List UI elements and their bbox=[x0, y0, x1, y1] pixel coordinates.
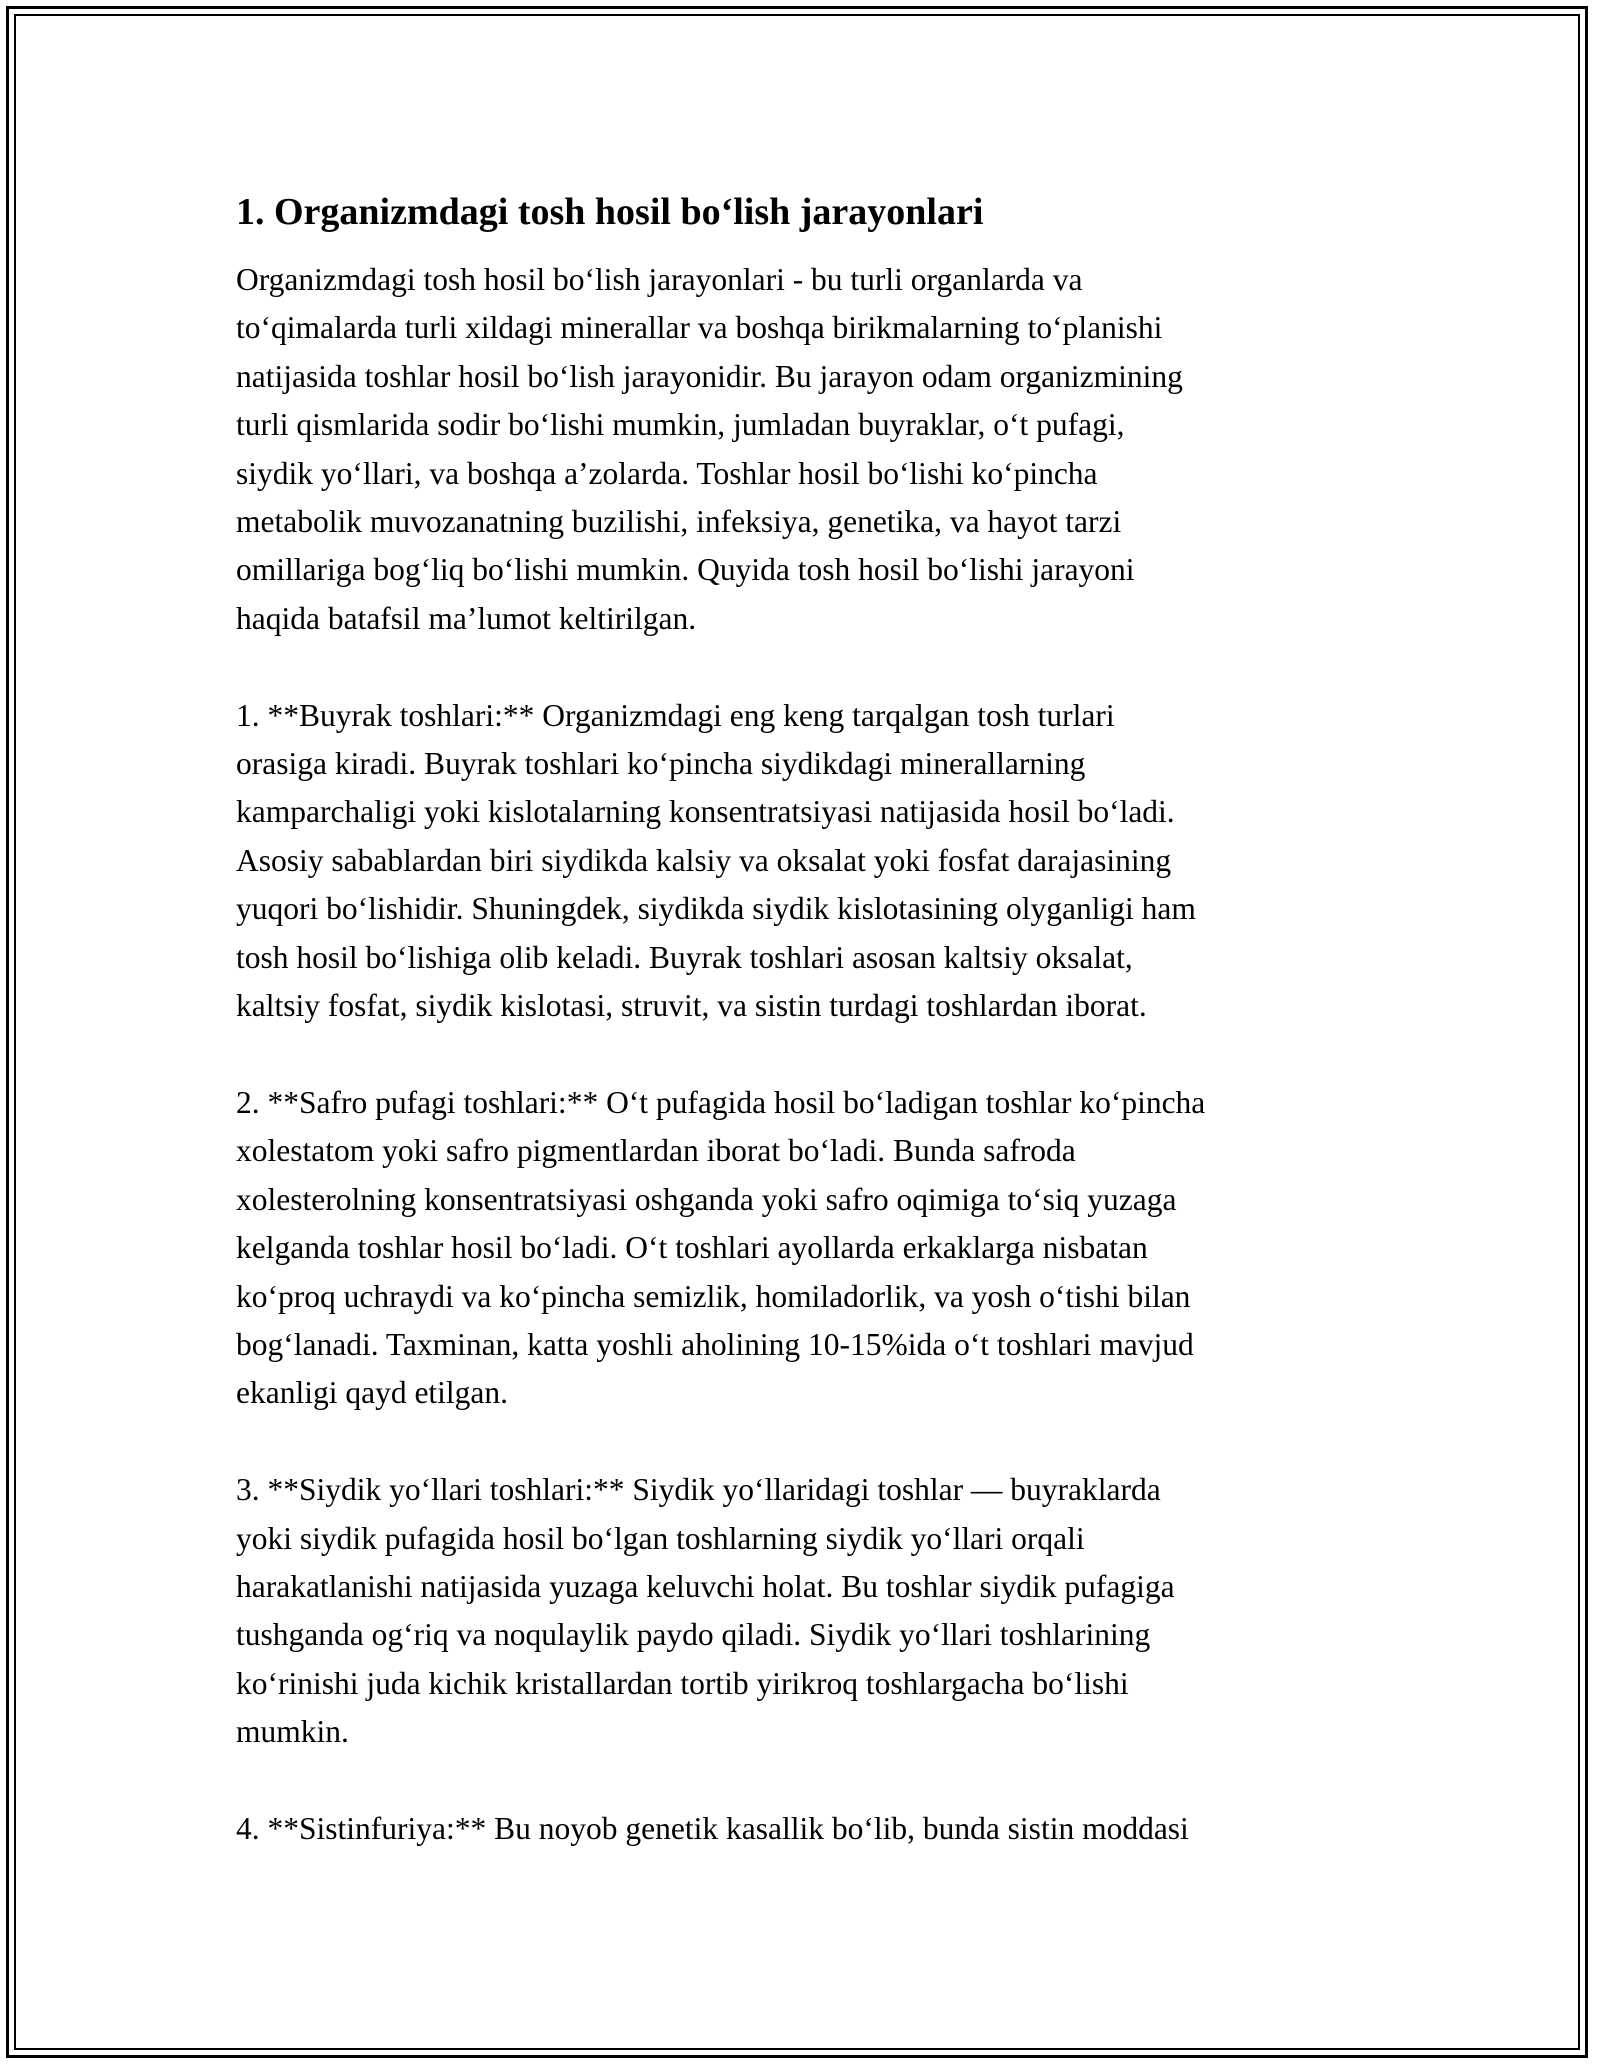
cystinuria-paragraph: 4. **Sistinfuriya:** Bu noyob genetik kasallik bo‘lib, bunda sistin moddasi bbox=[236, 1810, 1189, 1846]
intro-paragraph: Organizmdagi tosh hosil bo‘lish jarayonlari - bu turli organlarda va to‘qimalarda turli xildagi minerallar va boshqa birikmalarning to‘planishi natijasida toshlar hosil bo‘lish jarayonidir. Bu jarayon odam organizmining turli qismlarida sodir bo‘lishi mumkin, jumladan buyraklar, o‘t pufagi, siydik yo‘llari, va boshqa a’zolarda. Toshlar hosil bo‘lishi ko‘pincha metabolik muvozanatning buzilishi, infeksiya, genetika, va hayot tarzi omillariga bog‘liq bo‘lishi mumkin. Quyida tosh hosil bo‘lishi jarayoni haqida batafsil ma’lumot keltirilgan. bbox=[236, 262, 1183, 636]
document-body bbox=[236, 188, 1386, 1902]
urinary-tract-stones-paragraph: 3. **Siydik yo‘llari toshlari:** Siydik yo‘llaridagi toshlar — buyraklarda yoki siydik pufagida hosil bo‘lgan toshlarning siydik yo‘llari orqali harakatlanishi natijasida yuzaga keluvchi holat. Bu toshlar siydik pufagiga tushganda og‘riq va noqulaylik paydo qiladi. Siydik yo‘llari toshlarining ko‘rinishi juda kichik kristallardan tortib yirikroq toshlargacha bo‘lishi mumkin. bbox=[236, 1472, 1175, 1750]
document-heading: 1. Organizmdagi tosh hosil bo‘lish jarayonlari bbox=[236, 191, 984, 233]
gallbladder-stones-paragraph: 2. **Safro pufagi toshlari:** O‘t pufagida hosil bo‘ladigan toshlar ko‘pincha xolestatom yoki safro pigmentlardan iborat bo‘ladi. Bunda safroda xolesterolning konsentratsiyasi oshganda yoki safro oqimiga to‘siq yuzaga kelganda toshlar hosil bo‘ladi. O‘t toshlari ayollarda erkaklarga nisbatan ko‘proq uchraydi va ko‘pincha semizlik, homiladorlik, va yosh o‘tishi bilan bog‘lanadi. Taxminan, katta yoshli aholining 10-15%ida o‘t toshlari mavjud ekanligi qayd etilgan. bbox=[236, 1084, 1206, 1411]
kidney-stones-paragraph: 1. **Buyrak toshlari:** Organizmdagi eng keng tarqalgan tosh turlari orasiga kiradi. Buyrak toshlari ko‘pincha siydikdagi minerallarning kamparchaligi yoki kislotalarning konsentratsiyasi natijasida hosil bo‘ladi. Asosiy sabablardan biri siydikda kalsiy va oksalat yoki fosfat darajasining yuqori bo‘lishidir. Shuningdek, siydikda siydik kislotasining olyganligi ham tosh hosil bo‘lishiga olib keladi. Buyrak toshlari asosan kaltsiy oksalat, kaltsiy fosfat, siydik kislotasi, struvit, va sistin turdagi toshlardan iborat. bbox=[236, 697, 1196, 1024]
